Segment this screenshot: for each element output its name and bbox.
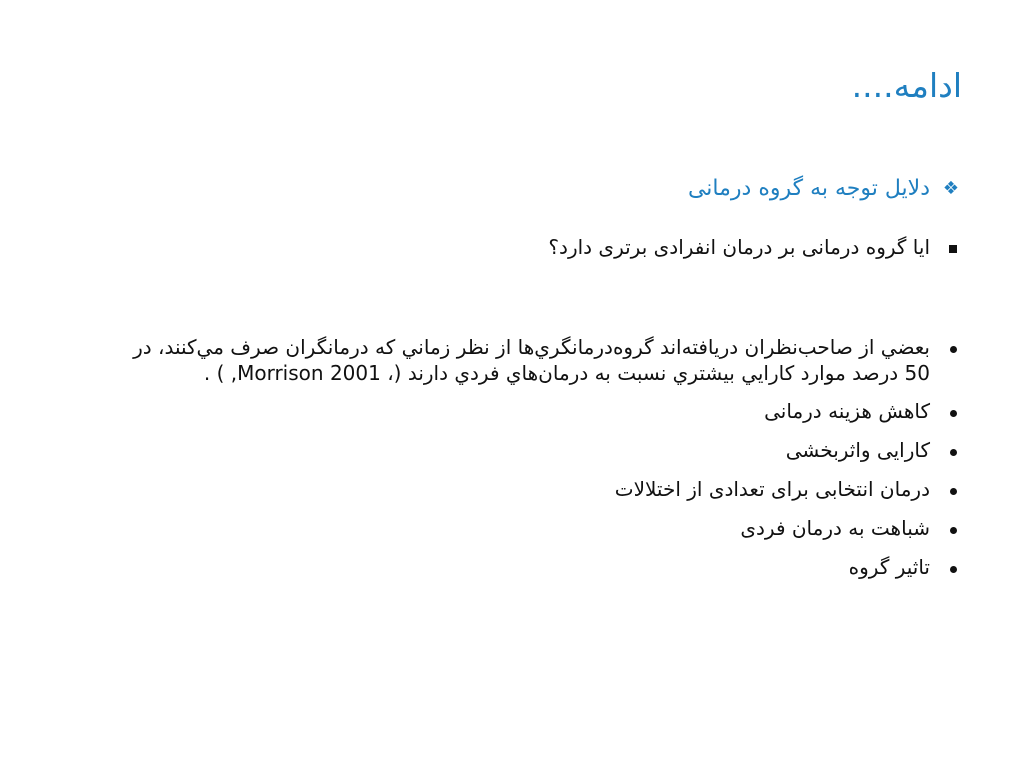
- square-bullet-icon: [944, 234, 962, 261]
- list-item-text: تاثیر گروه: [848, 555, 930, 579]
- dot-bullet-icon: [944, 476, 962, 503]
- subheading-text: دلایل توجه به گروه درمانی: [687, 176, 930, 201]
- list-item: [112, 437, 962, 464]
- dot-bullet-icon: [944, 334, 962, 361]
- dot-bullet-icon: [944, 554, 962, 581]
- slide-title: ادامه....: [851, 66, 962, 105]
- list-item-text: شباهت به درمان فردی: [740, 516, 930, 540]
- list-item: [112, 398, 962, 425]
- diamond-bullet-icon: ❖: [942, 178, 960, 199]
- reasons-list: [112, 334, 962, 593]
- question-list: [112, 234, 962, 261]
- dot-bullet-icon: [944, 437, 962, 464]
- dot-bullet-icon: [944, 398, 962, 425]
- list-item: [112, 554, 962, 581]
- list-item-text: کارایی واثربخشی: [785, 438, 930, 462]
- list-item: [112, 476, 962, 503]
- list-item-text: درمان انتخابی برای تعدادی از اختلالات: [614, 477, 930, 501]
- question-item: [112, 234, 962, 261]
- subheading: [120, 176, 962, 201]
- list-item-text: بعضي از صاحب‌نظران دريافته‌اند گروه‌درمانگري‌ها از نظر زماني كه درمانگران صرف مي‌كنند، در 50 درصد موارد كارايي بيشتري نسبت به درمان‌هاي فردي دارند (‌، 2001 Morrison, ) .: [133, 335, 930, 385]
- dot-bullet-icon: [944, 515, 962, 542]
- list-item: [112, 515, 962, 542]
- list-item-text: کاهش هزینه درمانی: [764, 399, 930, 423]
- list-item: [112, 334, 962, 386]
- question-text: ایا گروه درمانی بر درمان انفرادی برتری دارد؟: [548, 235, 930, 259]
